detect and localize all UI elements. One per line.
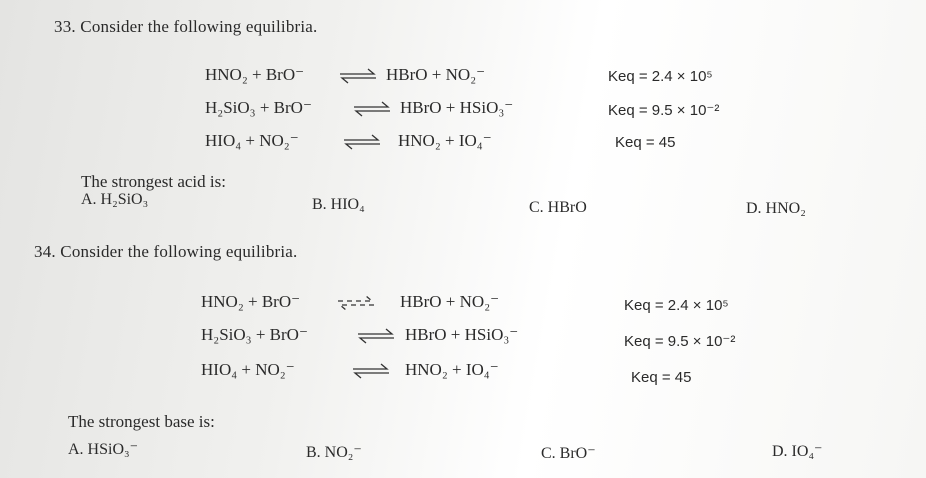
- equilibrium-arrow-icon: [356, 328, 396, 344]
- q34-option-b[interactable]: B. NO₂⁻: [306, 444, 362, 461]
- q33-option-d[interactable]: D. HNO₂: [746, 200, 806, 217]
- q33-eq2-left: H₂SiO₃ + BrO⁻: [205, 98, 312, 117]
- q33-eq1-left: HNO₂ + BrO⁻: [205, 65, 305, 84]
- equilibrium-arrow-icon: [351, 363, 391, 379]
- q34-prompt: The strongest base is:: [68, 412, 215, 431]
- q34-eq3-right: HNO₂ + IO₄⁻: [405, 360, 499, 379]
- equilibrium-arrow-icon: [342, 134, 382, 150]
- q33-option-b[interactable]: B. HIO₄: [312, 196, 365, 213]
- equilibrium-arrow-icon: [352, 101, 392, 117]
- q34-eq1-left: HNO₂ + BrO⁻: [201, 292, 301, 311]
- q34-option-d[interactable]: D. IO₄⁻: [772, 443, 823, 460]
- q34-option-a[interactable]: A. HSiO₃⁻: [68, 441, 139, 458]
- q34-eq2-left: H₂SiO₃ + BrO⁻: [201, 325, 308, 344]
- q34-eq2-k: Keq = 9.5 × 10⁻²: [624, 333, 736, 350]
- q33-eq2-k: Keq = 9.5 × 10⁻²: [608, 102, 720, 119]
- q34-eq3-k: Keq = 45: [631, 369, 692, 386]
- q33-eq1-k: Keq = 2.4 × 10⁵: [608, 68, 713, 85]
- q34-eq2-right: HBrO + HSiO₃⁻: [405, 325, 519, 344]
- q34-eq1-right: HBrO + NO₂⁻: [400, 292, 500, 311]
- q33-eq3-k: Keq = 45: [615, 134, 676, 151]
- q34-eq1-k: Keq = 2.4 × 10⁵: [624, 297, 729, 314]
- equilibrium-arrow-icon: [338, 68, 378, 84]
- q33-eq1-right: HBrO + NO₂⁻: [386, 65, 486, 84]
- q34-eq3-left: HIO₄ + NO₂⁻: [201, 360, 295, 379]
- q34-option-c[interactable]: C. BrO⁻: [541, 445, 596, 462]
- q33-eq3-left: HIO₄ + NO₂⁻: [205, 131, 299, 150]
- q33-eq2-right: HBrO + HSiO₃⁻: [400, 98, 514, 117]
- equilibrium-arrow-icon: [336, 295, 376, 311]
- q33-option-a[interactable]: A. H₂SiO₃: [81, 191, 149, 208]
- q33-option-c[interactable]: C. HBrO: [529, 199, 587, 216]
- q33-title: 33. Consider the following equilibria.: [54, 17, 318, 36]
- q33-eq3-right: HNO₂ + IO₄⁻: [398, 131, 492, 150]
- q33-prompt: The strongest acid is:: [81, 172, 226, 191]
- q34-title: 34. Consider the following equilibria.: [34, 242, 298, 261]
